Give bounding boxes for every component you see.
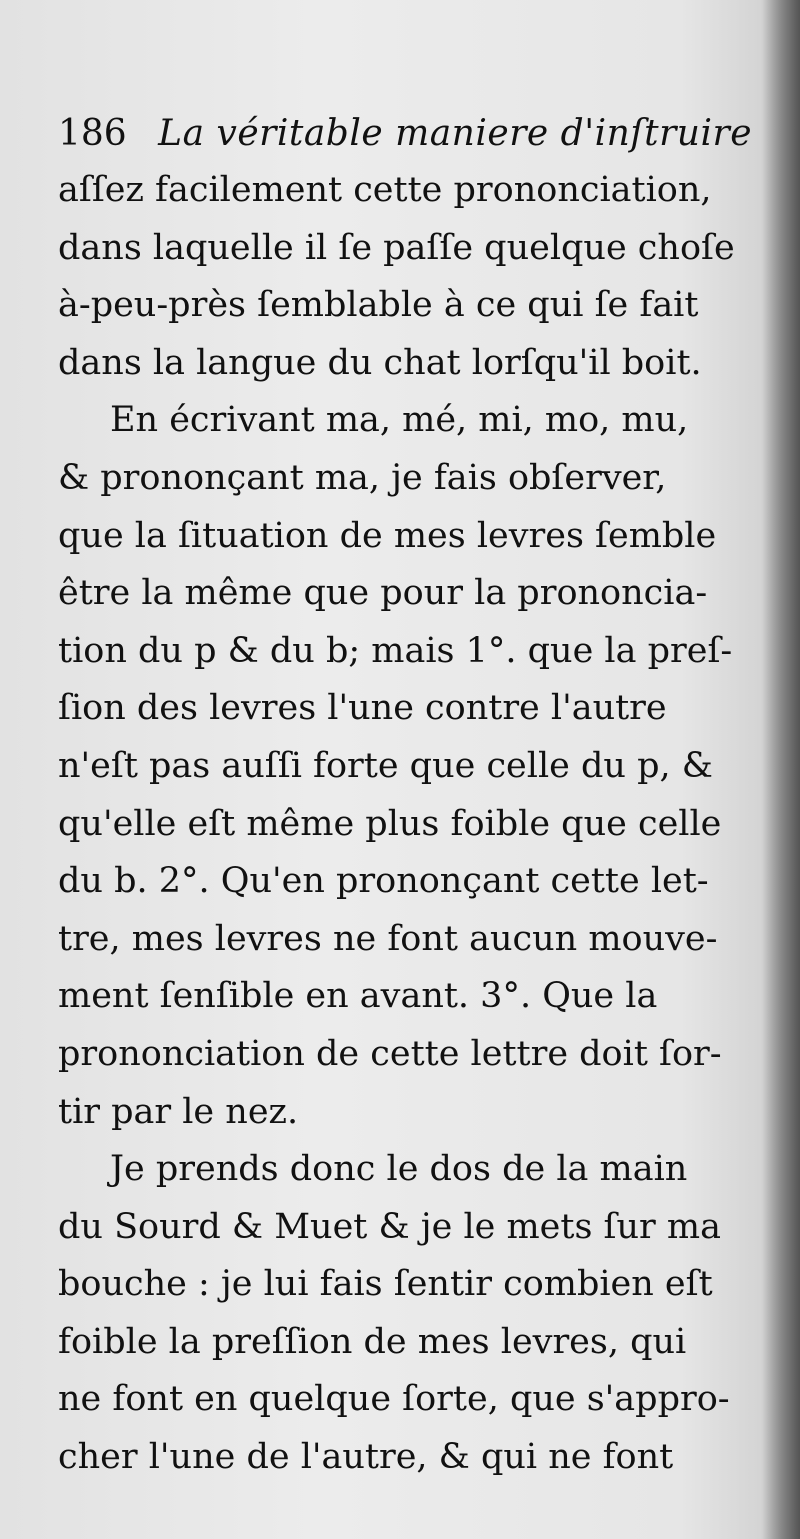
- text-line: ment ſenſible en avant. 3°. Que la: [58, 976, 658, 1017]
- page-number: 186: [58, 113, 127, 154]
- text-line: & prononçant ma, je fais obſerver,: [58, 457, 667, 498]
- page-gutter-shadow: [762, 0, 800, 1539]
- text-line: tir par le nez.: [58, 1091, 299, 1132]
- running-title: La véritable maniere d'inſtruire: [158, 113, 752, 154]
- text-line: tre, mes levres ne font aucun mouve-: [58, 918, 718, 959]
- text-line: cher l'une de l'autre, & qui ne font: [58, 1437, 674, 1478]
- text-line: ſion des levres l'une contre l'autre: [58, 688, 667, 729]
- text-line: n'eſt pas auſſi forte que celle du p, &: [58, 745, 713, 786]
- text-line: dans laquelle il ſe paſſe quelque choſe: [58, 227, 735, 268]
- text-line: bouche : je lui fais ſentir combien eſt: [58, 1264, 713, 1305]
- text-line: du b. 2°. Qu'en prononçant cette let-: [58, 861, 709, 902]
- page-text: [58, 110, 758, 1487]
- text-line: foible la preſſion de mes levres, qui: [58, 1321, 687, 1362]
- text-line: tion du p & du b; mais 1°. que la preſ-: [58, 630, 733, 671]
- text-line: prononciation de cette lettre doit ſor-: [58, 1033, 722, 1074]
- text-line: à-peu-près ſemblable à ce qui ſe fait: [58, 285, 699, 326]
- text-line: ne font en quelque ſorte, que s'appro-: [58, 1379, 730, 1420]
- text-line: être la même que pour la prononcia-: [58, 573, 708, 614]
- text-line: que la ſituation de mes levres ſemble: [58, 515, 717, 556]
- paragraph-first-line: Je prends donc le dos de la main: [110, 1149, 688, 1190]
- text-line: aſſez facilement cette prononciation,: [58, 170, 712, 210]
- text-line: qu'elle eſt même plus foible que celle: [58, 803, 722, 844]
- paragraph-first-line: En écrivant ma, mé, mi, mo, mu,: [110, 400, 689, 441]
- running-head: [58, 110, 758, 158]
- text-line: dans la langue du chat lorſqu'il boit.: [58, 342, 702, 383]
- text-line: du Sourd & Muet & je le mets ſur ma: [58, 1206, 721, 1247]
